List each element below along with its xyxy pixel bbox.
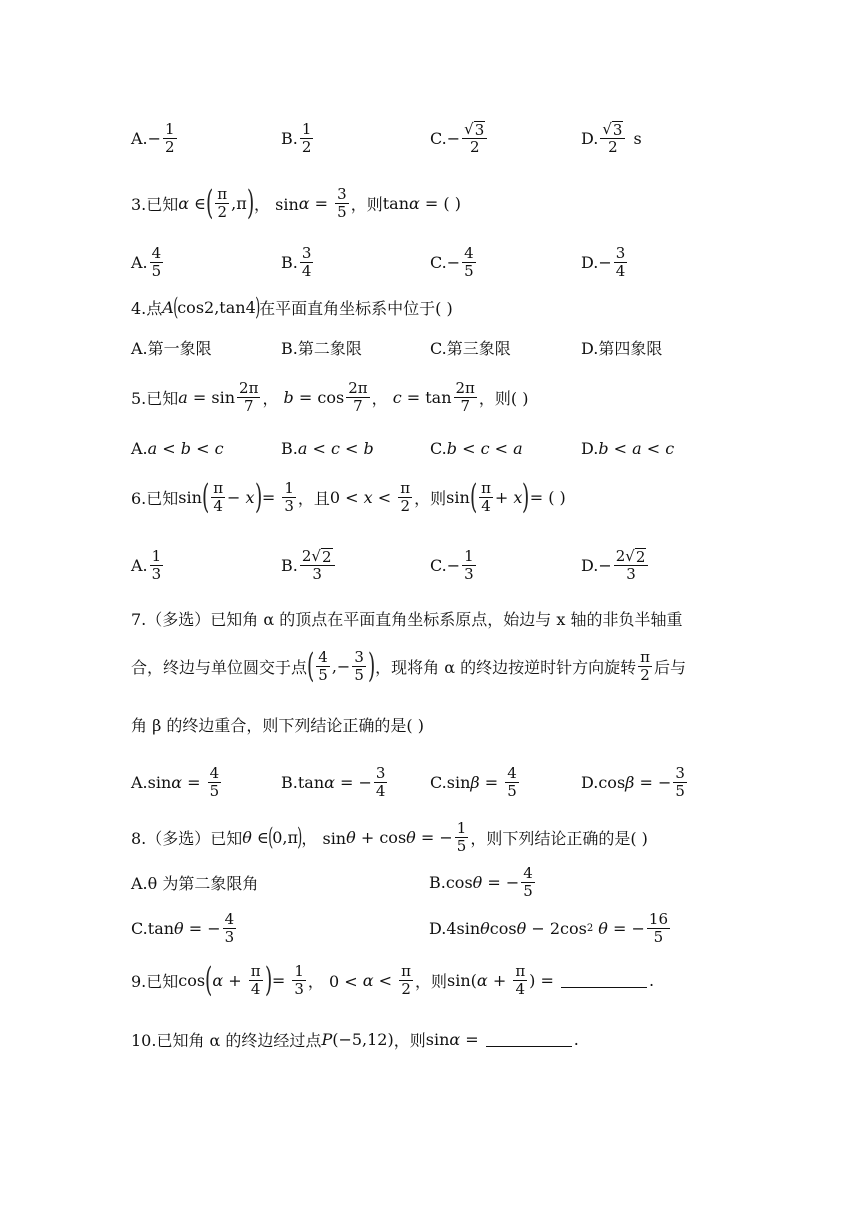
- q4-option-b: B.第二象限: [281, 338, 362, 358]
- q7-stem-line2: 合，终边与单位圆交于点 ( $\frac{4}{5}$ ,− $\frac{3}{5}$ ) ，现将角 α 的终边按逆时针方向旋转 $\frac{\pi}{2}$ 后与: [131, 646, 686, 686]
- q3-option-b: B. $\frac{3}{4}$: [281, 244, 312, 280]
- q3-options: [131, 242, 731, 282]
- q2-option-c: C. − √ 3 2: [430, 121, 489, 156]
- q7-stem-line1: 7.（多选）已知角 α 的顶点在平面直角坐标系原点，始边与 x 轴的非负半轴重: [131, 609, 683, 629]
- q8-options-row1: [131, 860, 731, 904]
- q6-options: [131, 544, 731, 586]
- q8-stem: 8.（多选）已知 θ ∈ ( 0,π ) ， sin θ + cos θ = − $\frac{1}{5}$ ，则下列结论正确的是( ): [131, 819, 648, 855]
- q9-stem: 9.已知 cos ( α + $\frac{\pi}{4}$ ) = $\frac{1}{3}$ ， 0 < α < $\frac{\pi}{2}$ ，则 sin( α + $\frac{\pi}{4}$ ) = .: [131, 960, 655, 1000]
- q7-option-c: C. sin β = $\frac{4}{5}$: [430, 764, 517, 800]
- q6-option-d: D. − 2 √ 2 3: [581, 548, 650, 583]
- q2-option-d: D. √ 3 2 s: [581, 119, 642, 156]
- q6-option-a: A. $\frac{1}{3}$: [131, 547, 162, 583]
- q4-option-c: C.第三象限: [430, 338, 511, 358]
- q3-option-a: A. $\frac{4}{5}$: [131, 244, 162, 280]
- q5-option-c: C. b < c < a: [430, 438, 523, 458]
- q4-option-a: A.第一象限: [131, 338, 212, 358]
- q4-stem: 4.点 A ( cos2,tan4 ) 在平面直角坐标系中位于( ): [131, 293, 453, 321]
- q2-option-b: B. $\frac{1}{2}$: [281, 120, 312, 156]
- q4-options: [131, 336, 731, 358]
- q7-stem-line3: 角 β 的终边重合，则下列结论正确的是( ): [131, 715, 424, 735]
- q7-option-a: A. sin α = $\frac{4}{5}$: [131, 764, 220, 800]
- q8-option-a: A.θ 为第二象限角: [131, 873, 259, 893]
- q3-option-d: D. − $\frac{3}{4}$: [581, 244, 626, 280]
- q2-options: [131, 118, 731, 158]
- q2-option-a: A. − $\frac{1}{2}$: [131, 120, 175, 156]
- q3-stem: 3.已知 α ∈ ( $\frac{\pi}{2}$ ,π ) ， sin α = $\frac{3}{5}$ ，则 tan α = ( ): [131, 183, 461, 223]
- q5-option-b: B. a < c < b: [281, 438, 374, 458]
- q10-answer-blank[interactable]: [486, 1032, 572, 1047]
- q8-option-c: C. tan θ = − $\frac{4}{3}$: [131, 910, 235, 946]
- q8-options-row2: [131, 906, 731, 950]
- q7-options: [131, 760, 731, 804]
- q5-option-a: A. a < b < c: [131, 438, 224, 458]
- q7-option-b: B. tan α = − $\frac{3}{4}$: [281, 764, 386, 800]
- q3-option-c: C. − $\frac{4}{5}$: [430, 244, 474, 280]
- q6-option-b: B. 2 √ 2 3: [281, 548, 337, 583]
- q9-answer-blank[interactable]: [561, 973, 647, 988]
- q7-option-d: D. cos β = − $\frac{3}{5}$: [581, 764, 685, 800]
- q5-option-d: D. b < a < c: [581, 438, 675, 458]
- q8-option-d: D. 4sin θ cos θ − 2cos 2 θ = − $\frac{16}{5}$: [429, 910, 668, 946]
- q5-options: [131, 437, 731, 459]
- q6-stem: 6.已知 sin ( $\frac{\pi}{4}$ − x ) = $\frac{1}{3}$ ，且 0 < x < $\frac{\pi}{2}$ ，则 sin ( $\frac{\pi}{4}$ + x ) = ( ): [131, 477, 566, 517]
- q4-option-d: D.第四象限: [581, 338, 663, 358]
- q8-option-b: B. cos θ = − $\frac{4}{5}$: [429, 864, 533, 900]
- q5-stem: 5.已知 a = sin $\frac{2\pi}{7}$ ， b = cos $\frac{2\pi}{7}$ ， c = tan $\frac{2\pi}{7}$ ，则( ): [131, 379, 529, 415]
- q6-option-c: C. − $\frac{1}{3}$: [430, 547, 474, 583]
- q10-stem: 10.已知角 α 的终边经过点 P (−5,12) ，则 sin α = .: [131, 1029, 579, 1050]
